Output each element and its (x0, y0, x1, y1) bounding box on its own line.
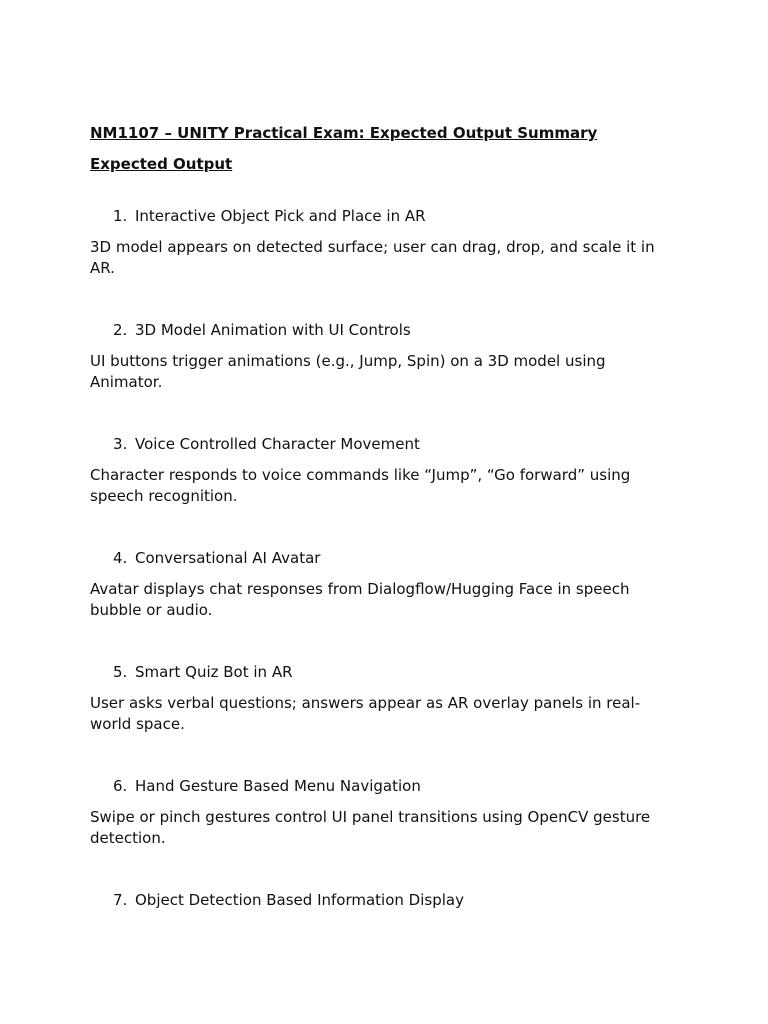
list-item (90, 320, 670, 393)
list-item (90, 206, 670, 279)
item-title: Interactive Object Pick and Place in AR (135, 207, 426, 225)
list-item (90, 662, 670, 735)
item-number: 3. (113, 435, 128, 453)
item-heading (90, 206, 670, 227)
list-item (90, 548, 670, 621)
item-number: 5. (113, 663, 128, 681)
item-number: 4. (113, 549, 128, 567)
list-item (90, 434, 670, 507)
item-description: UI buttons trigger animations (e.g., Jump, Spin) on a 3D model using Animator. (90, 352, 606, 391)
list-item (90, 890, 670, 911)
item-number: 6. (113, 777, 128, 795)
item-title: Hand Gesture Based Menu Navigation (135, 777, 421, 795)
document-title: NM1107 – UNITY Practical Exam: Expected Output Summary (90, 124, 598, 142)
item-heading (90, 662, 670, 683)
item-description: Swipe or pinch gestures control UI panel transitions using OpenCV gesture detection. (90, 808, 651, 847)
item-title: Object Detection Based Information Display (135, 891, 464, 909)
item-heading (90, 776, 670, 797)
item-title: Voice Controlled Character Movement (135, 435, 420, 453)
item-number: 2. (113, 321, 128, 339)
item-heading (90, 890, 670, 911)
document-content (90, 123, 670, 921)
item-heading (90, 434, 670, 455)
item-description: 3D model appears on detected surface; user can drag, drop, and scale it in AR. (90, 238, 655, 277)
list-item (90, 776, 670, 849)
item-title: Smart Quiz Bot in AR (135, 663, 293, 681)
item-description: Character responds to voice commands like “Jump”, “Go forward” using speech recognition. (90, 466, 631, 505)
item-heading (90, 548, 670, 569)
item-title: 3D Model Animation with UI Controls (135, 321, 411, 339)
item-description: Avatar displays chat responses from Dialogflow/Hugging Face in speech bubble or audio. (90, 580, 630, 619)
document-subtitle: Expected Output (90, 155, 233, 173)
item-title: Conversational AI Avatar (135, 549, 321, 567)
item-number: 7. (113, 891, 128, 909)
item-number: 1. (113, 207, 128, 225)
item-description: User asks verbal questions; answers appear as AR overlay panels in real-world space. (90, 694, 641, 733)
item-heading (90, 320, 670, 341)
